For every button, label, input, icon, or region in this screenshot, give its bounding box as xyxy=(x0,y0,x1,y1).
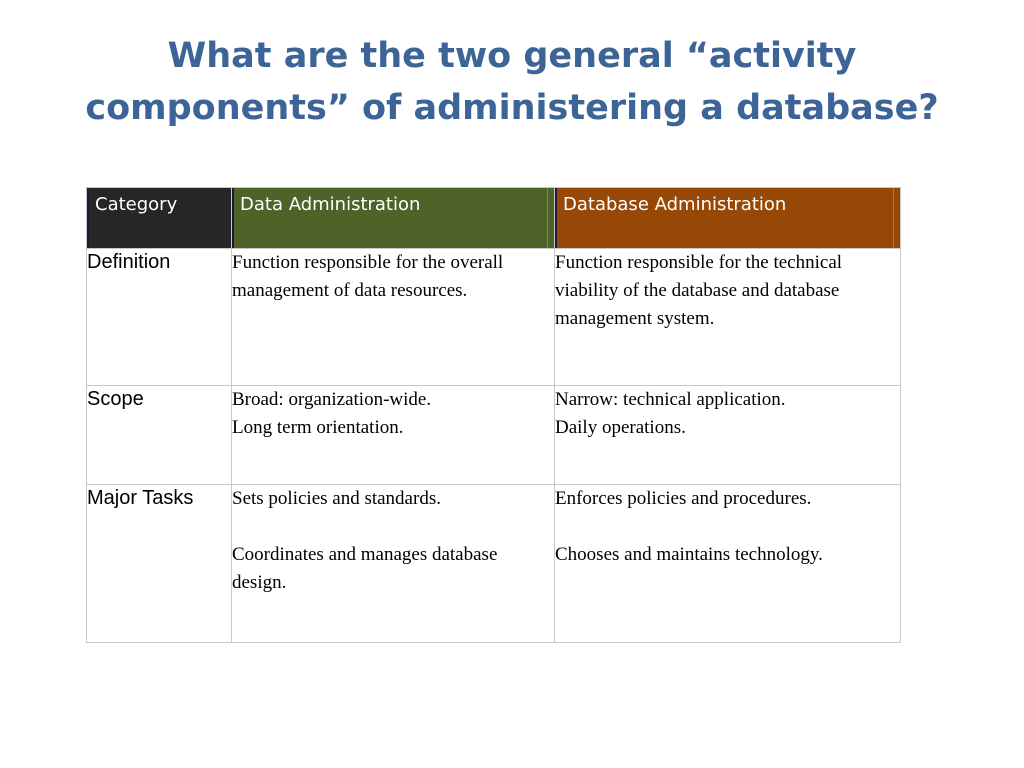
header-data-administration xyxy=(232,188,555,249)
tasks-database-admin-item-1: Enforces policies and procedures. xyxy=(555,488,812,509)
scope-database-admin-cell xyxy=(555,386,901,485)
definition-data-admin-cell xyxy=(232,249,555,386)
comparison-table xyxy=(86,187,901,643)
table-row-definition xyxy=(87,249,901,386)
header-database-administration-label: Database Administration xyxy=(563,194,787,215)
table-row-major-tasks xyxy=(87,485,901,643)
definition-database-admin-text: Function responsible for the technical viability of the database and database management system. xyxy=(555,252,843,329)
row-label-definition: Definition xyxy=(87,249,232,386)
header-category xyxy=(87,188,232,249)
slide-title xyxy=(60,30,964,134)
scope-data-admin-cell xyxy=(232,386,555,485)
slide-title-line-1: What are the two general “activity xyxy=(167,36,857,76)
header-category-label: Category xyxy=(95,194,178,215)
table-row-scope xyxy=(87,386,901,485)
tasks-data-admin-item-2: Coordinates and manages database design. xyxy=(232,544,498,593)
table-header-row xyxy=(87,188,901,249)
header-database-administration xyxy=(555,188,901,249)
definition-data-admin-text: Function responsible for the overall management of data resources. xyxy=(232,252,504,301)
definition-database-admin-cell xyxy=(555,249,901,386)
tasks-data-admin-item-1: Sets policies and standards. xyxy=(232,488,441,509)
tasks-database-admin-item-2: Chooses and maintains technology. xyxy=(555,544,823,565)
row-label-scope: Scope xyxy=(87,386,232,485)
scope-database-admin-line-1: Narrow: technical application. xyxy=(555,389,786,410)
scope-data-admin-line-2: Long term orientation. xyxy=(232,417,404,438)
header-data-administration-label: Data Administration xyxy=(240,194,421,215)
tasks-data-admin-cell xyxy=(232,485,555,643)
scope-database-admin-line-2: Daily operations. xyxy=(555,417,686,438)
row-label-major-tasks: Major Tasks xyxy=(87,485,232,643)
scope-data-admin-line-1: Broad: organization-wide. xyxy=(232,389,432,410)
slide-title-line-2: components” of administering a database? xyxy=(85,88,939,128)
tasks-database-admin-cell xyxy=(555,485,901,643)
